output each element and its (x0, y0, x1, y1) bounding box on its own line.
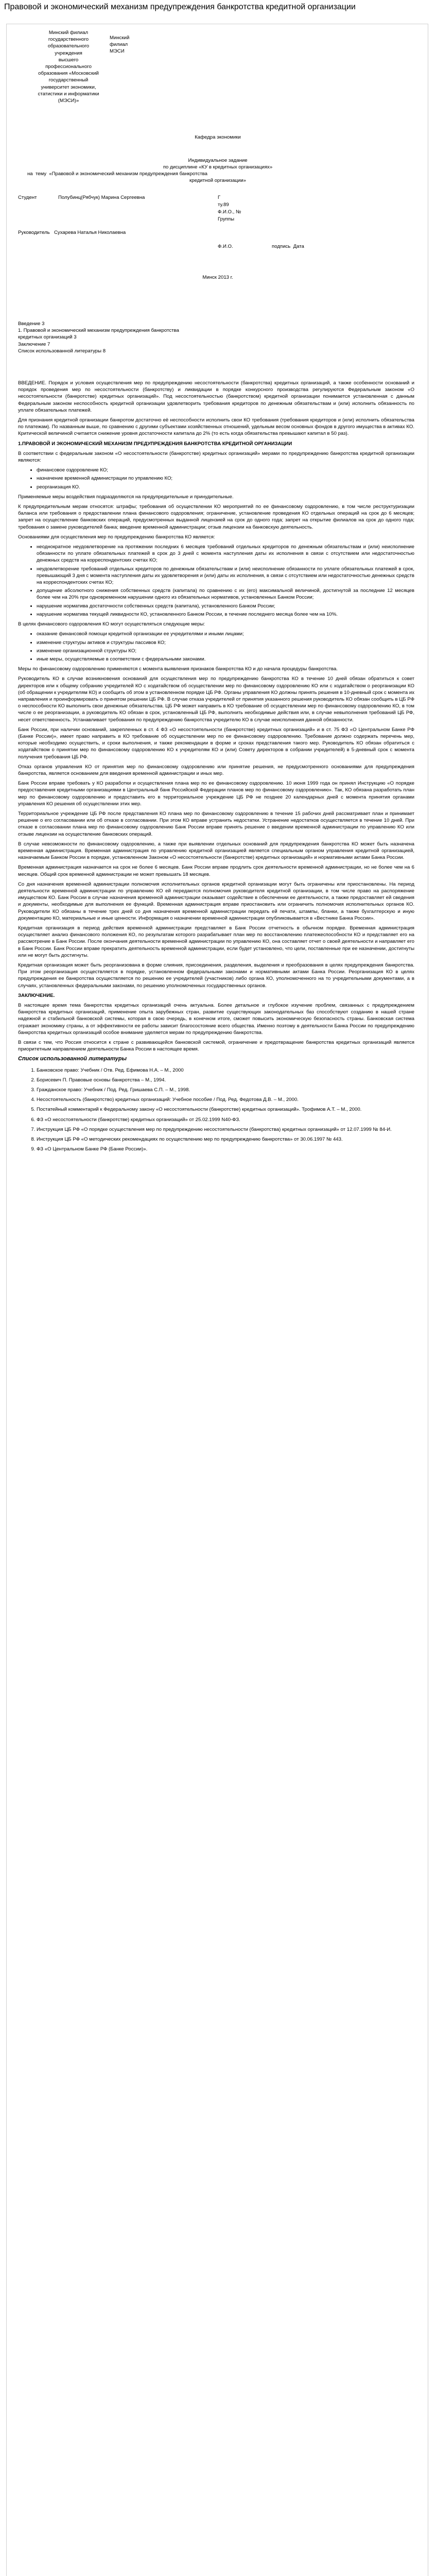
toc-item: Введение 3 (18, 321, 45, 327)
toc-item: 1. Правовой и экономический механизм предупреждения банкротства (18, 328, 179, 334)
grounds-list (18, 544, 414, 618)
body-paragraph: Руководитель КО в случае возникновения оснований для осуществления мер по предупреждению банкротства КО в течение 10 дней обязан обратиться к совет директоров или к общему собранию учредителей КО с ходатайством об осуществлении мер по финансовому оздоровлению КО или с ходатайством о реорганизации КО (об обращении к учредителям КО) и сообщить об этом в установленном порядке ЦБ РФ. Органы управления КО должны принять решения в 10-дневный срок с момента их направления и проинформировать о принятом решении ЦБ РФ. В случае отказа учредителей от принятия указанного решения руководитель КО обязан сообщить в ЦБ РФ о неспособности КО выполнить свои денежные обязательства. ЦБ РФ может направить в КО требование об осуществлении мер по финансовому оздоровлению КО, в том числе о ее реорганизации, а руководитель КО обязан в срок, установленный ЦБ РФ, выполнить необходимые действия или, в случае невыполнения требований ЦБ РФ, несет ответственность. Устанавливает требования по предупреждению банкротства учредителю КО в случае неисполнения данной обязанности. (18, 676, 414, 723)
toc-item: Список использованной литературы 8 (18, 348, 106, 354)
fio-caption-2: Ф.И.О. (218, 244, 233, 249)
discipline: по дисциплине «КУ в кредитных организациях» (163, 164, 273, 170)
section-intro: В соответствии с федеральным законом «О несостоятельности (банкротстве) кредитных организаций» мерами по предупреждению банкротства кредитной организации являются: (18, 450, 414, 464)
city-year: Минск 2013 г. (202, 275, 233, 280)
fin-measures-list (18, 631, 414, 663)
assignment-title: Индивидуальное задание (188, 158, 248, 163)
list-item: • реорганизация КО. (37, 484, 414, 490)
body-paragraph: Отказ органов управления КО от принятия мер по финансовому оздоровлению или принятие решения, не предусмотренного основаниями для предупреждения банкротства, является основанием для введения временной администрации и иных мер. (18, 764, 414, 776)
supervisor-name: Сухарева Наталья Николаевна (54, 230, 126, 235)
list-item: • допущение абсолютного снижения собственных средств (капитала) по сравнению с их (его) максимальной величиной, достигнутой за последние 12 месяцев более чем на 20% при одновременном нарушении одного из обязательных нормативов, установленных Банком России; (37, 587, 414, 601)
body-paragraph: Временная администрация назначается на срок не более 6 месяцев. Банк России вправе продлить срок деятельности временной администрации, но не более чем на 6 месяцев. Общий срок временной администрации не может превышать 18 месяцев. (18, 865, 414, 877)
conclusion-paragraph: В настоящее время тема банкротства кредитных организаций очень актуальна. Более детальное и глубокое изучение проблем, связанных с предупреждением банкротства кредитных организаций, применение опыта зарубежных стран, развитие существующих законодательных баз способствуют созданию в нашей стране надежной и стабильной банковской системы, которая в свою очередь, в конечном итоге, сможет повысить экономическую безопасность страны. Банковская система отражает экономику страны, а от эффективности ее работы зависит благосостояние всего общества. Именно поэтому в деятельности Банка России по предупреждению банкротства кредитных организаций особое внимание уделяется мерам по предупреждению банкротства. (18, 1003, 414, 1036)
body-paragraph: Меры по финансовому оздоровлению применяются с момента выявления признаков банкротства КО и до начала процедуры банкротства. (18, 666, 338, 672)
body-paragraph: Кредитная организация может быть реорганизована в форме слияния, присоединения, разделения, выделения и преобразования в целях предупреждения банкротства. При этом реорганизация осуществляется в порядке, установленном федеральными законами и нормативными актами Банка России. Реорганизация КО в целях предупреждения ее банкротства осуществляется по решению ее учредителей (участников) либо органа КО, уполномоченного на то учредительными документами, а в случаях, установленных федеральными законами, по решению уполномоченных государственных органов. (18, 962, 414, 989)
list-item: • оказание финансовой помощи кредитной организации ее учредителями и иными лицами; (37, 631, 414, 637)
list-item: • неудовлетворение требований отдельных кредиторов по денежным обязательствам и (или) неисполнение обязанности по уплате обязательных платежей в срок, превышающий 3 дня с момента наступления даты их удовлетворения и (или) даты их исполнения, в связи с отсутствием или недостаточностью денежных средств на корреспондентских счетах КО; (37, 566, 414, 586)
department: Кафедра экономики (195, 134, 241, 140)
student-name: Полубинц(Рябчук) Марина Сергеевна (58, 195, 145, 200)
table-of-contents (18, 320, 414, 354)
topic-line-1: на тему «Правовой и экономический механизм предупреждения банкротства (27, 171, 207, 177)
list-item: • нарушение норматива текущей ликвидности КО, установленного Банком России, в течение последнего месяца более чем на 10%. (37, 611, 414, 618)
list-item: • нарушение норматива достаточности собственных средств (капитала), установленного Банком России; (37, 603, 414, 609)
conclusion-paragraph: В связи с тем, что Россия относится к стране с развивающейся банковской системой, ограничение и предотвращение банкротства кредитных организаций является приоритетным направлением деятельности Банка России в настоящее время. (18, 1040, 414, 1053)
bibliography-item: 5. Постатейный комментарий к Федеральному закону «О несостоятельности (банкротстве) кредитных организаций». Трофимов А.Т. – М., 2000. (37, 1106, 414, 1113)
bibliography-item: 1. Банковское право: Учебник / Отв. Ред. Ефимова Н.А. – М., 2000 (37, 1067, 414, 1074)
student-group-code-2: ту.89 (218, 202, 229, 208)
group-caption: Группы (218, 216, 234, 222)
body-paragraph: Кредитная организация в период действия временной администрации представляет в Банк России отчетность в обычном порядке. Временная администрация осуществляет анализ финансового положения КО, по результатам которого разрабатывает план мер по восстановлению платежеспособности КО и представляет его на рассмотрение в Банк России. После окончания деятельности временной администрации по управлению КО, она составляет отчет о своей деятельности и направляет его в Банк России. Банк России вправе прекратить деятельность временной администрации, если будет установлено, что цели, поставленные при ее назначении, достигнуты или не могут быть достигнуты. (18, 925, 414, 958)
body-paragraph: Банк России, при наличии оснований, закрепленных в ст. 4 ФЗ «О несостоятельности (банкротстве) кредитных организаций» и в ст. 75 ФЗ «О Центральном Банке РФ (Банке России)», имеет право направить в КО требование об осуществлении мер по ее финансовому оздоровлению. Требование должно содержать перечень мер, которые необходимо осуществить, и сроки выполнения, и также рекомендации в форме и сроках представления такого мер. Руководитель КО обязан обратиться с ходатайством о принятии мер по финансовому оздоровлению КО к учредителям КО и (или) Совету директоров в собрании учредителей) в 5-дневный срок с момента получения требования ЦБ РФ. (18, 726, 414, 760)
body-paragraph: В целях финансового оздоровления КО могут осуществляться следующие меры: (18, 621, 205, 628)
body-paragraph: Территориальное учреждение ЦБ РФ после представления КО плана мер по финансовому оздоровлению в течение 15 рабочих дней рассматривает план и принимает решение о его согласовании или об отказе в согласовании. При этом КО вправе устранить недостатки. Устранение недостатков осуществляется в течение 10 дней. При отказе в согласовании плана мер по финансовому оздоровлению Банк России вправе принять решение о введении временной администрации по управлению КО или отзыве лицензии на осуществление банковских операций. (18, 810, 414, 837)
list-item: • финансовое оздоровление КО; (37, 467, 414, 473)
list-item: • изменение структуры активов и структуры пассивов КО; (37, 639, 414, 646)
body-paragraph: Основаниями для осуществления мер по предупреждению банкротства КО является: (18, 534, 215, 540)
intro-paragraph: ВВЕДЕНИЕ. Порядок и условия осуществления мер по предупреждению несостоятельности (банкротства) кредитных организаций, а также особенности оснований и порядок проведения мер по несостоятельности (банкротству) и ликвидации в порядке конкурсного производства регулируются Федеральным законом «О несостоятельности (банкротстве) кредитных организаций». Под несостоятельностью (банкротством) кредитной организации понимается установленная с данным Федеральным законом неспособность кредитной организации удовлетворить требования кредиторов по денежным обязательствам и (или) исполнить обязанность по уплате обязательных платежей. (18, 380, 414, 413)
section-heading: 1.ПРАВОВОЙ И ЭКОНОМИЧЕСКИЙ МЕХАНИЗМ ПРЕДУПРЕЖДЕНИЯ БАНКРОТСТВА КРЕДИТНОЙ ОРГАНИЗАЦИИ (18, 440, 292, 447)
list-item: • иные меры, осуществляемые в соответствии с федеральными законами. (37, 656, 414, 663)
conclusion-heading: ЗАКЛЮЧЕНИЕ. (18, 992, 55, 998)
student-label: Студент (18, 195, 37, 200)
bibliography-item: 3. Гражданское право: Учебник / Под. Ред. Гришаева С.П. – М., 1998. (37, 1087, 414, 1093)
bibliography-item: 7. Инструкция ЦБ РФ «О порядке осуществления мер по предупреждению несостоятельности (банкротства) кредитных организаций» от 12.07.1999 № 84-И. (37, 1126, 414, 1133)
intro-paragraph: Для признания кредитной организации банкротом достаточно её неспособности исполнить свои КО требования (требования кредиторов и (или) исполнить обязательства по платежам). По названным выше, по сравнению с другими субъектами хозяйственных отношений, удельным весом основных фондов в другого имущества в активах КО. Критической величиной считается снижение уровня достаточности капитала до 2% (то есть когда обязательства превышают капитал в 50 раз). (18, 417, 414, 437)
fio-caption: Ф.И.О., № (218, 209, 241, 215)
bibliography-item: 9. ФЗ «О Центральном Банке РФ (Банке России)». (37, 1146, 414, 1153)
page-title: Правовой и экономический механизм предупреждения банкротства кредитной организации (4, 3, 356, 11)
list-item: • неоднократное неудовлетворение на протяжении последних 6 месяцев требований отдельных кредиторов по денежным обязательствам и (или) неисполнение обязанности по уплате обязательных платежей в срок до 3 дней с момента наступления даты их исполнения в связи с отсутствием или недостаточностью денежных средств на корреспондентских счетах КО; (37, 544, 414, 564)
org-name-right: Минский филиал МЭСИ (110, 35, 130, 55)
measures-list (18, 467, 414, 490)
body-paragraph: Со дня назначения временной администрации полномочия исполнительных органов кредитной организации могут быть ограничены или приостановлены. На период деятельности временной администрации по управлению КО ей передаются полномочия руководителя кредитной организации, в том числе право на распоряжение имуществом КО. Банк России в случае назначения временной администрации оказывает содействие в обеспечении ее деятельности, а также предоставляет ей сведения и документы, необходимые для выполнения ее функций. Временная администрация вправе приостановить или ограничить полномочия исполнительных органов КО. Руководители КО обязаны в течение трех дней со дня назначения временной администрации передать ей печати, штампы, бланки, а также бухгалтерскую и иную документацию КО, материальные и иные ценности. Информация о назначении временной администрации опубликовывается в «Вестнике Банка России». (18, 881, 414, 921)
document-body (18, 380, 414, 1156)
org-name-left: Минский филиал государственного образовательного учреждения высшего профессионального образования «Московский государственный университет экономики, статистики и информатики (МЭСИ)» (38, 30, 99, 104)
body-paragraph: Применяемые меры воздействия подразделяются на предупредительные и принудительные. (18, 494, 234, 500)
body-paragraph: Банк России вправе требовать у КО разработки и осуществления плана мер по ее финансовому оздоровлению. 10 июня 1999 года он принял Инструкцию «О порядке предоставления кредитными организациями в Центральный банк Российской Федерации планов мер по финансовому оздоровлению». Так, КО обязана разработать план мер по финансовому оздоровлению и предоставить его в территориальное учреждение ЦБ РФ не позднее 20 календарных дней с момента принятия органами управления КО решения об осуществлении этих мер. (18, 781, 414, 807)
body-paragraph: К предупредительным мерам относятся: штрафы; требования об осуществлении КО мероприятий по ее финансовому оздоровлению, в том числе реструктуризации баланса или требования о предоставлении плана финансового оздоровления; ограничение, установление проведения КО отдельных операций на срок до 6 месяцев; запрет на осуществление банковских операций, предусмотренных выданной лицензией на срок до одного года; запрет на открытие филиалов на срок до одного года; требования о замене руководителей банка; введение временной администрации; отзыв лицензии на банковскую деятельность. (18, 504, 414, 530)
signature-date-caption: подпись Дата (272, 244, 304, 249)
bibliography-heading: Список использованной литературы (18, 1056, 127, 1062)
bibliography-item: 2. Борисевич П. Правовые основы банкротства – М., 1994. (37, 1077, 414, 1083)
bibliography-item: 6. ФЗ «О несостоятельности (банкротстве) кредитных организаций» от 25.02.1999 N40-ФЗ. (37, 1116, 414, 1123)
toc-item: Заключение 7 (18, 341, 50, 347)
bibliography-item: 4. Несостоятельность (банкротство) кредитных организаций: Учебное пособие / Под. Ред. Федотова Д.В. – М., 2000. (37, 1096, 414, 1103)
list-item: • изменение организационной структуры КО; (37, 648, 414, 654)
topic-line-2: кредитной организации» (189, 178, 246, 183)
list-item: • назначение временной администрации по управлению КО; (37, 475, 414, 482)
document-page (6, 24, 428, 2576)
bibliography-item: 8. Инструкция ЦБ РФ «О методических рекомендациях по осуществлению мер по предупреждению банкротства» от 30.06.1997 № 443. (37, 1136, 414, 1143)
supervisor-label: Руководитель (18, 230, 50, 235)
student-group-code: Г (218, 195, 221, 200)
toc-item: кредитных организаций 3 (18, 334, 77, 341)
bibliography-list (18, 1067, 414, 1153)
body-paragraph: В случае невозможности по финансовому оздоровлению, а также при выявлении отдельных оснований для предупреждения банкротства КО может быть назначена временная администрация. Временная администрация по управлению кредитной организацией является специальным органом управления кредитной организацией, назначаемым Банком России в порядке, установленном Законом «О несостоятельности (банкротстве) кредитных организаций» и нормативными актами Банка России. (18, 841, 414, 861)
